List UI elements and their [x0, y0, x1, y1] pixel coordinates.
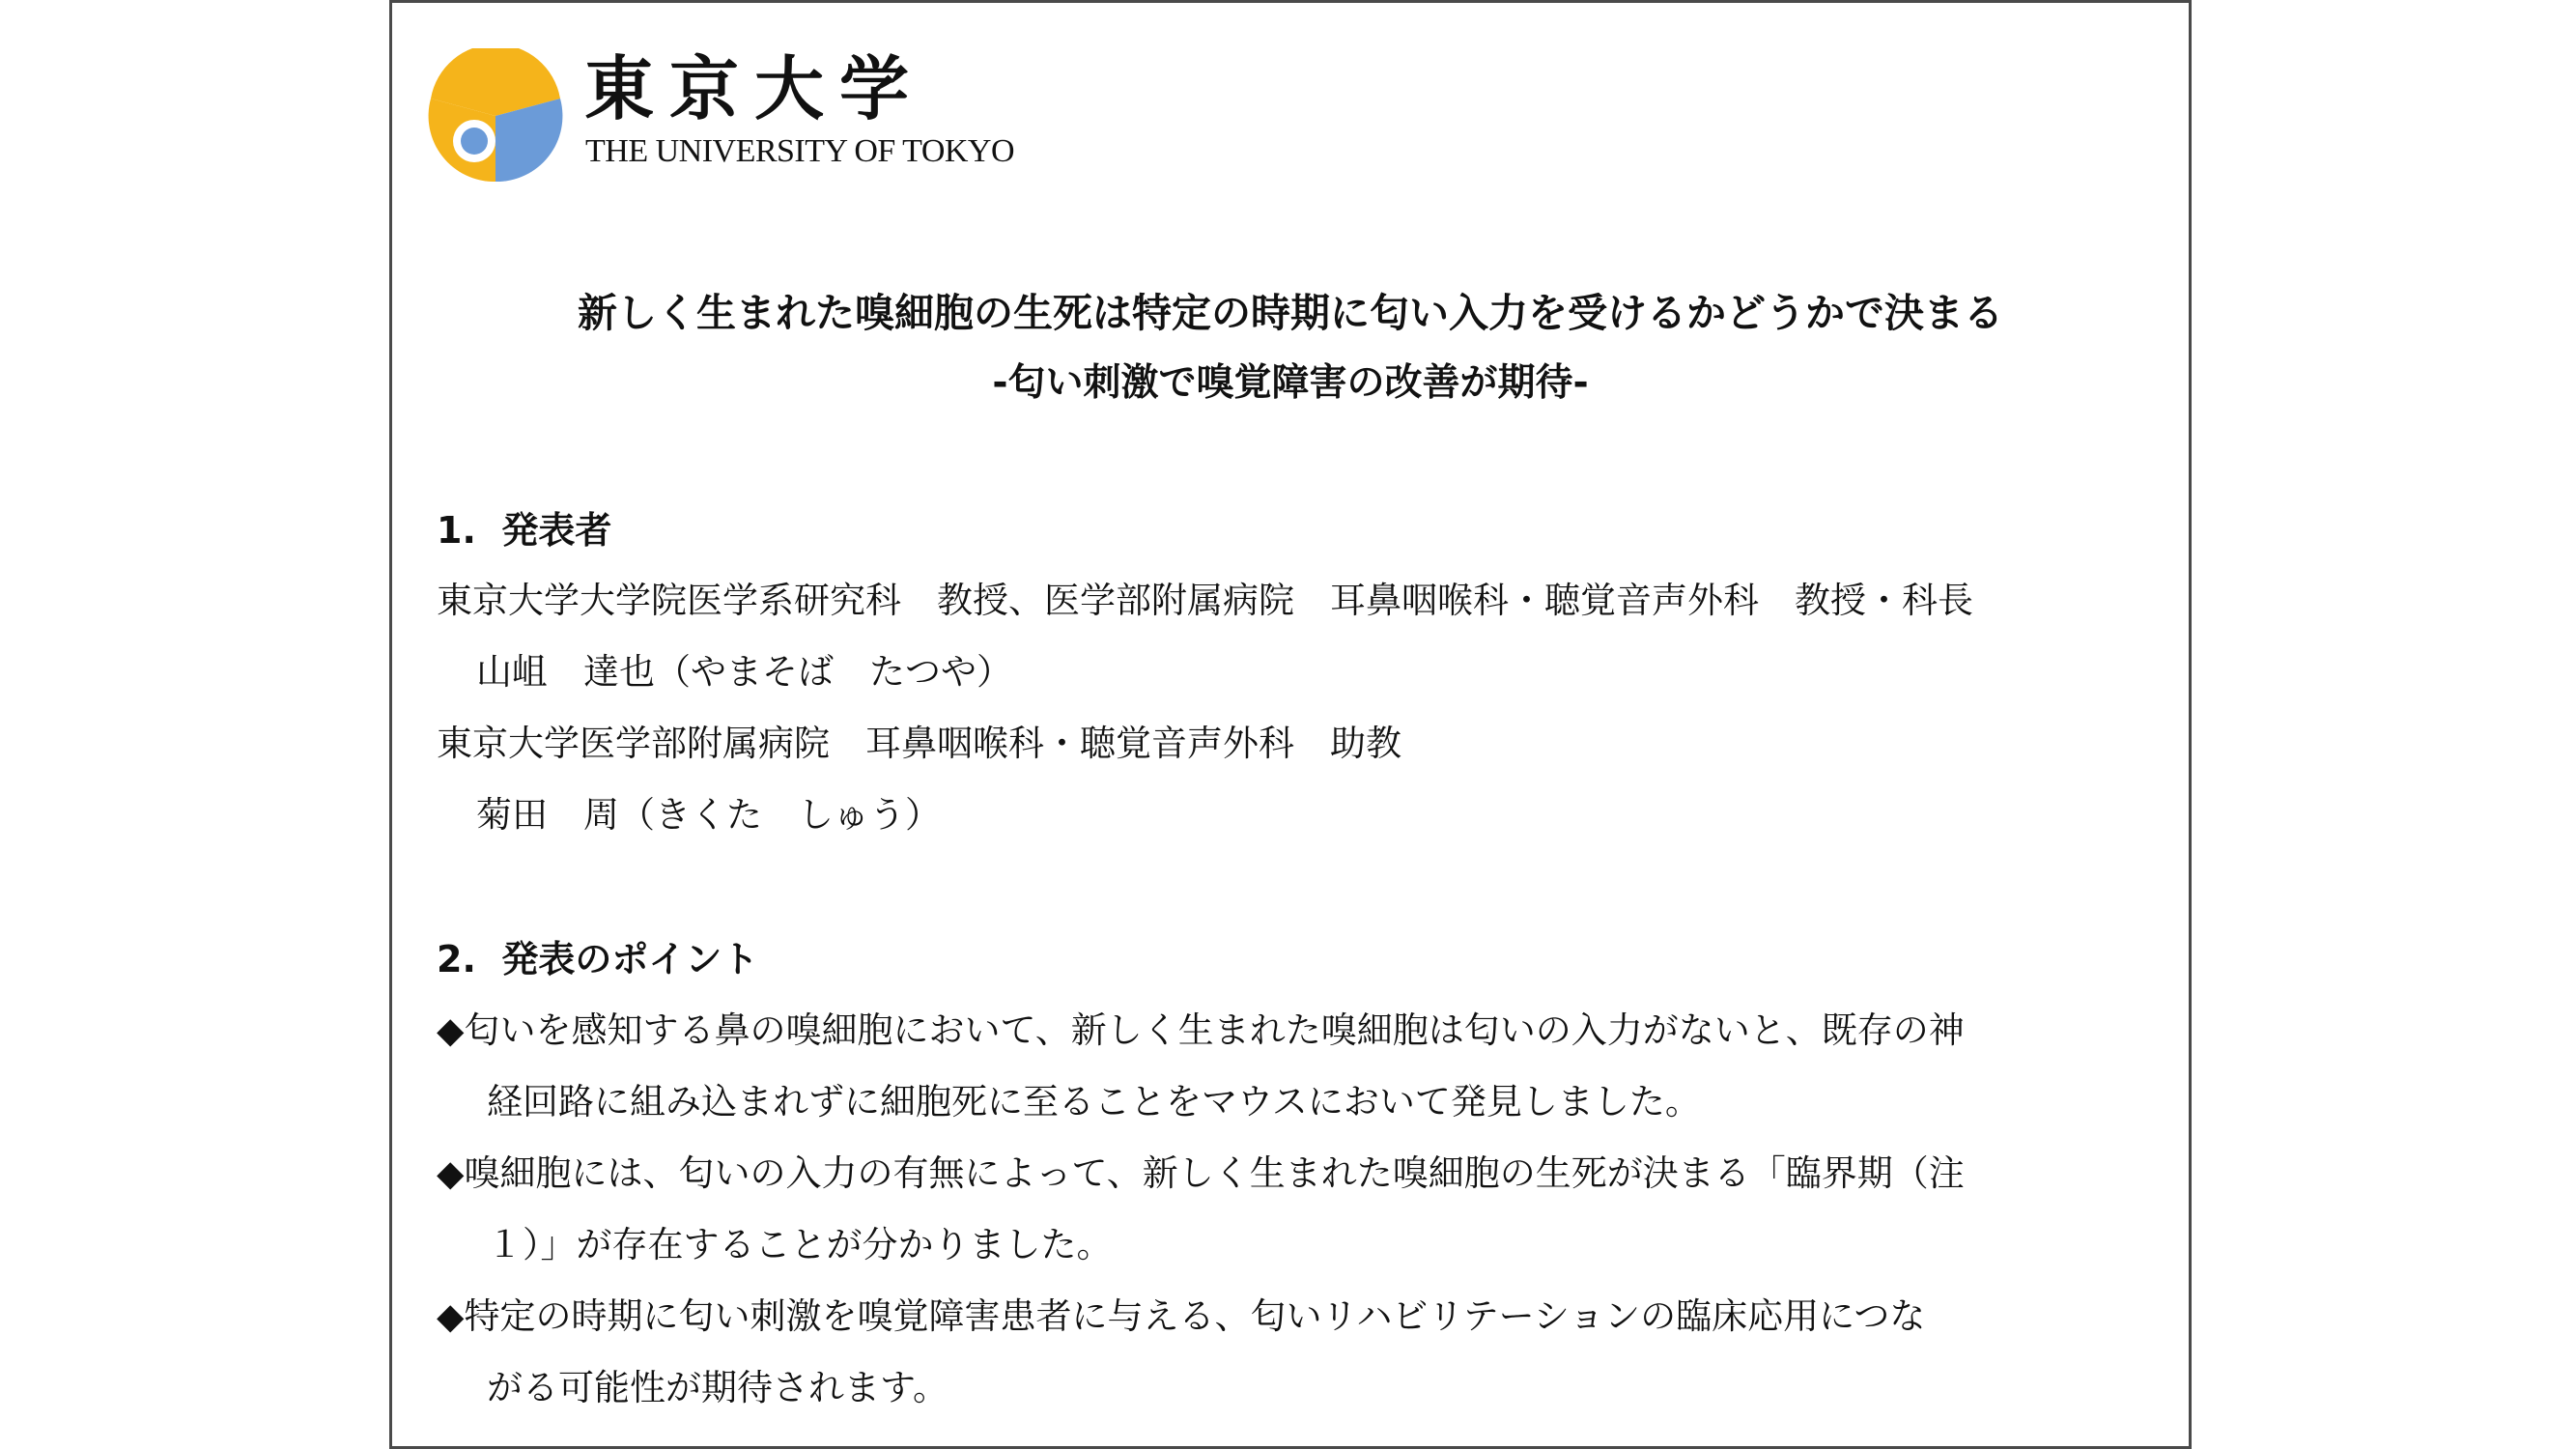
key-point-line: ◆嗅細胞には、匂いの入力の有無によって、新しく生まれた嗅細胞の生死が決まる「臨界期（注: [437, 1152, 1965, 1194]
university-logo: [428, 47, 1015, 184]
section-heading-key-points: 2. 発表のポイント: [437, 938, 759, 980]
key-point-line: 経回路に組み込まれずに細胞死に至ることをマウスにおいて発見しました。: [487, 1081, 1701, 1122]
presenter-affiliation: 東京大学医学部附属病院 耳鼻咽喉科・聴覚音声外科 助教: [437, 723, 1401, 764]
ginkgo-logo-icon: [428, 48, 563, 184]
key-point-line: がる可能性が期待されます。: [487, 1367, 949, 1408]
presenter-name: 菊田 周（きくた しゅう）: [476, 794, 941, 836]
logo-name-japanese: 東京大学: [584, 47, 925, 129]
key-point-line: １）」が存在することが分かりました。: [487, 1224, 1113, 1265]
presenter-affiliation: 東京大学大学院医学系研究科 教授、医学部附属病院 耳鼻咽喉科・聴覚音声外科 教授・科長: [437, 580, 1973, 621]
presenter-name: 山岨 達也（やまそば たつや）: [476, 651, 1012, 693]
key-point-line: ◆匂いを感知する鼻の嗅細胞において、新しく生まれた嗅細胞は匂いの入力がないと、既存の神: [437, 1009, 1965, 1051]
key-point-line: ◆特定の時期に匂い刺激を嗅覚障害患者に与える、匂いリハビリテーションの臨床応用につな: [437, 1295, 1926, 1337]
logo-name-english: THE UNIVERSITY OF TOKYO: [585, 133, 1015, 169]
press-release-subtitle: -匂い刺激で嗅覚障害の改善が期待-: [992, 361, 1589, 405]
press-release-title: 新しく生まれた嗅細胞の生死は特定の時期に匂い入力を受けるかどうかで決まる: [578, 290, 2003, 336]
section-heading-presenters: 1. 発表者: [437, 509, 612, 552]
